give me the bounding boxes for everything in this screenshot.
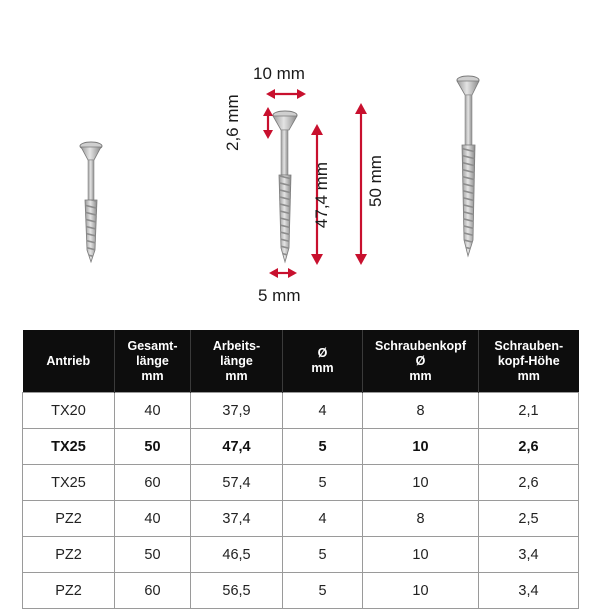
- screw-60mm: [457, 76, 479, 256]
- head-width-label: 10 mm: [253, 64, 305, 83]
- diameter-label: 5 mm: [258, 286, 301, 305]
- table-cell-schraubenkopf-hoehe: 2,1: [479, 393, 579, 429]
- table-cell-durchmesser: 5: [283, 537, 363, 573]
- header-line: kopf-Höhe: [497, 353, 560, 368]
- table-cell-arbeitslaenge: 57,4: [191, 465, 283, 501]
- table-cell-schraubenkopf-durchmesser: 8: [363, 501, 479, 537]
- table-header-row: [23, 330, 579, 393]
- header-line: Arbeits-: [212, 338, 261, 353]
- spec-table: [22, 330, 579, 609]
- table-cell-schraubenkopf-hoehe: 3,4: [479, 573, 579, 609]
- header-line: mm: [141, 368, 164, 383]
- column-header-arbeitslaenge: [191, 330, 283, 393]
- table-cell-arbeitslaenge: 56,5: [191, 573, 283, 609]
- header-line: mm: [311, 361, 334, 375]
- table-row: [23, 501, 579, 537]
- table-cell-gesamtlaenge: 60: [115, 573, 191, 609]
- table-cell-schraubenkopf-hoehe: 2,6: [479, 465, 579, 501]
- table-cell-durchmesser: 5: [283, 465, 363, 501]
- table-cell-arbeitslaenge: 37,9: [191, 393, 283, 429]
- table-cell-arbeitslaenge: 47,4: [191, 429, 283, 465]
- table-cell-gesamtlaenge: 40: [115, 501, 191, 537]
- table-cell-antrieb: PZ2: [23, 537, 115, 573]
- table-cell-schraubenkopf-hoehe: 2,6: [479, 429, 579, 465]
- header-line: mm: [517, 368, 540, 383]
- table-cell-antrieb: PZ2: [23, 573, 115, 609]
- table-row: [23, 393, 579, 429]
- screw-50mm: [273, 111, 297, 262]
- table-cell-antrieb: PZ2: [23, 501, 115, 537]
- working-length-label: 47,4 mm: [312, 161, 331, 229]
- table-cell-durchmesser: 5: [283, 429, 363, 465]
- table-cell-durchmesser: 4: [283, 501, 363, 537]
- table-cell-gesamtlaenge: 40: [115, 393, 191, 429]
- table-body: [23, 393, 579, 609]
- table-cell-durchmesser: 4: [283, 393, 363, 429]
- head-height-label: 2,6 mm: [223, 94, 242, 151]
- head-width-arrow: [266, 89, 306, 99]
- header-line: Ø: [317, 346, 328, 360]
- table-row: [23, 573, 579, 609]
- head-height-arrow: [263, 107, 273, 139]
- table-cell-arbeitslaenge: 46,5: [191, 537, 283, 573]
- table-cell-durchmesser: 5: [283, 573, 363, 609]
- table-cell-antrieb: TX25: [23, 429, 115, 465]
- screw-40mm: [80, 142, 102, 262]
- header-line: Gesamt-: [127, 338, 178, 353]
- column-header-antrieb: [23, 330, 115, 393]
- header-line: Ø: [415, 353, 426, 368]
- table-cell-schraubenkopf-durchmesser: 10: [363, 573, 479, 609]
- column-header-gesamtlaenge: [115, 330, 191, 393]
- header-line: länge: [220, 353, 253, 368]
- table-cell-arbeitslaenge: 37,4: [191, 501, 283, 537]
- header-line: Schraubenkopf: [375, 338, 466, 353]
- table-row: [23, 429, 579, 465]
- table-cell-schraubenkopf-hoehe: 3,4: [479, 537, 579, 573]
- column-header-durchmesser: [283, 330, 363, 393]
- header-line: länge: [136, 353, 169, 368]
- table-row: [23, 537, 579, 573]
- table-cell-gesamtlaenge: 50: [115, 537, 191, 573]
- diameter-arrow: [269, 268, 297, 278]
- table-cell-gesamtlaenge: 50: [115, 429, 191, 465]
- table-cell-schraubenkopf-durchmesser: 10: [363, 465, 479, 501]
- table-row: [23, 465, 579, 501]
- table-cell-schraubenkopf-hoehe: 2,5: [479, 501, 579, 537]
- header-line: mm: [409, 368, 432, 383]
- table-cell-schraubenkopf-durchmesser: 10: [363, 537, 479, 573]
- table-cell-gesamtlaenge: 60: [115, 465, 191, 501]
- table-cell-schraubenkopf-durchmesser: 10: [363, 429, 479, 465]
- table-cell-schraubenkopf-durchmesser: 8: [363, 393, 479, 429]
- total-length-label: 50 mm: [366, 155, 385, 207]
- table-cell-antrieb: TX25: [23, 465, 115, 501]
- column-header-schraubenkopf-durchmesser: [363, 330, 479, 393]
- header-line: Antrieb: [46, 353, 91, 368]
- column-header-schraubenkopf-hoehe: [479, 330, 579, 393]
- table-cell-antrieb: TX20: [23, 393, 115, 429]
- header-line: Schrauben-: [494, 338, 564, 353]
- header-line: mm: [225, 368, 248, 383]
